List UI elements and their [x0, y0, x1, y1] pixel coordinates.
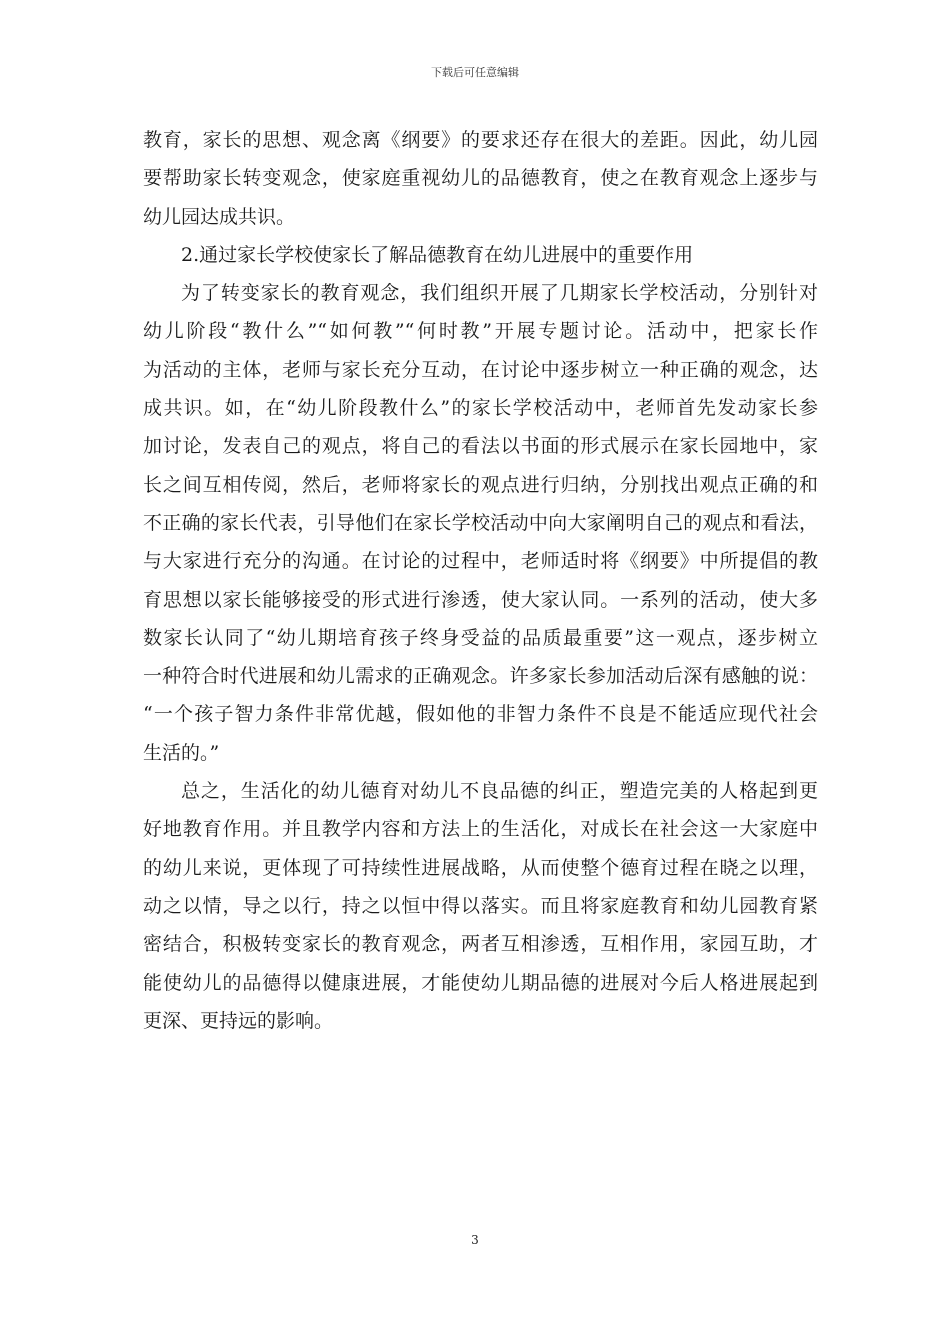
text-line: 不正确的家长代表，引导他们在家长学校活动中向大家阐明自己的观点和看法， — [143, 511, 818, 534]
text-line: 幼儿阶段“教什么”“如何教”“何时教”开展专题讨论。活动中，把家长作 — [143, 320, 818, 343]
text-line: 总之，生活化的幼儿德育对幼儿不良品德的纠正，塑造完美的人格起到更 — [181, 780, 818, 803]
text-line: 为活动的主体，老师与家长充分互动，在讨论中逐步树立一种正确的观念，达 — [143, 358, 818, 381]
paragraph-2-heading — [143, 236, 818, 274]
text-line: 加讨论，发表自己的观点，将自己的看法以书面的形式展示在家长园地中，家 — [143, 435, 818, 458]
text-line: 成共识。如，在“幼儿阶段教什么”的家长学校活动中，老师首先发动家长参 — [143, 397, 818, 420]
text-line: 动之以情，导之以行，持之以恒中得以落实。而且将家庭教育和幼儿园教育紧 — [143, 894, 818, 917]
text-line: 与大家进行充分的沟通。在讨论的过程中，老师适时将《纲要》中所提倡的教 — [143, 550, 818, 573]
text-line: 的幼儿来说，更体现了可持续性进展战略，从而使整个德育过程在晓之以理， — [143, 856, 818, 879]
text-line: 为了转变家长的教育观念，我们组织开展了几期家长学校活动，分别针对 — [181, 282, 818, 305]
paragraph-1 — [143, 121, 818, 236]
paragraph-4 — [143, 772, 818, 1040]
text-line: 教育，家长的思想、观念离《纲要》的要求还存在很大的差距。因此，幼儿园 — [143, 129, 818, 151]
text-line: 要帮助家长转变观念，使家庭重视幼儿的品德教育，使之在教育观念上逐步与 — [143, 167, 818, 190]
text-line: 密结合，积极转变家长的教育观念，两者互相渗透，互相作用，家园互助，才 — [143, 933, 818, 956]
text-line: 数家长认同了“幼儿期培育孩子终身受益的品质最重要”这一观点，逐步树立 — [143, 626, 818, 649]
page-header: 下载后可任意编辑 — [431, 66, 519, 79]
text-line: 能使幼儿的品德得以健康进展，才能使幼儿期品德的进展对今后人格进展起到 — [143, 971, 818, 994]
text-line: 幼儿园达成共识。 — [143, 205, 296, 228]
text-line: 育思想以家长能够接受的形式进行渗透，使大家认同。一系列的活动，使大多 — [143, 588, 818, 611]
text-line: 好地教育作用。并且教学内容和方法上的生活化，对成长在社会这一大家庭中 — [143, 818, 818, 841]
page-number: 3 — [471, 1233, 479, 1247]
section-heading: 2.通过家长学校使家长了解品德教育在幼儿进展中的重要作用 — [181, 243, 694, 266]
document-body — [143, 121, 818, 1040]
text-line: “一个孩子智力条件非常优越，假如他的非智力条件不良是不能适应现代社会 — [143, 703, 818, 726]
paragraph-3 — [143, 274, 818, 772]
text-line: 一种符合时代进展和幼儿需求的正确观念。许多家长参加活动后深有感触的说： — [143, 665, 818, 688]
text-line: 更深、更持远的影响。 — [143, 1009, 334, 1032]
text-line: 生活的。” — [143, 741, 220, 764]
text-line: 长之间互相传阅，然后，老师将家长的观点进行归纳，分别找出观点正确的和 — [143, 473, 818, 496]
